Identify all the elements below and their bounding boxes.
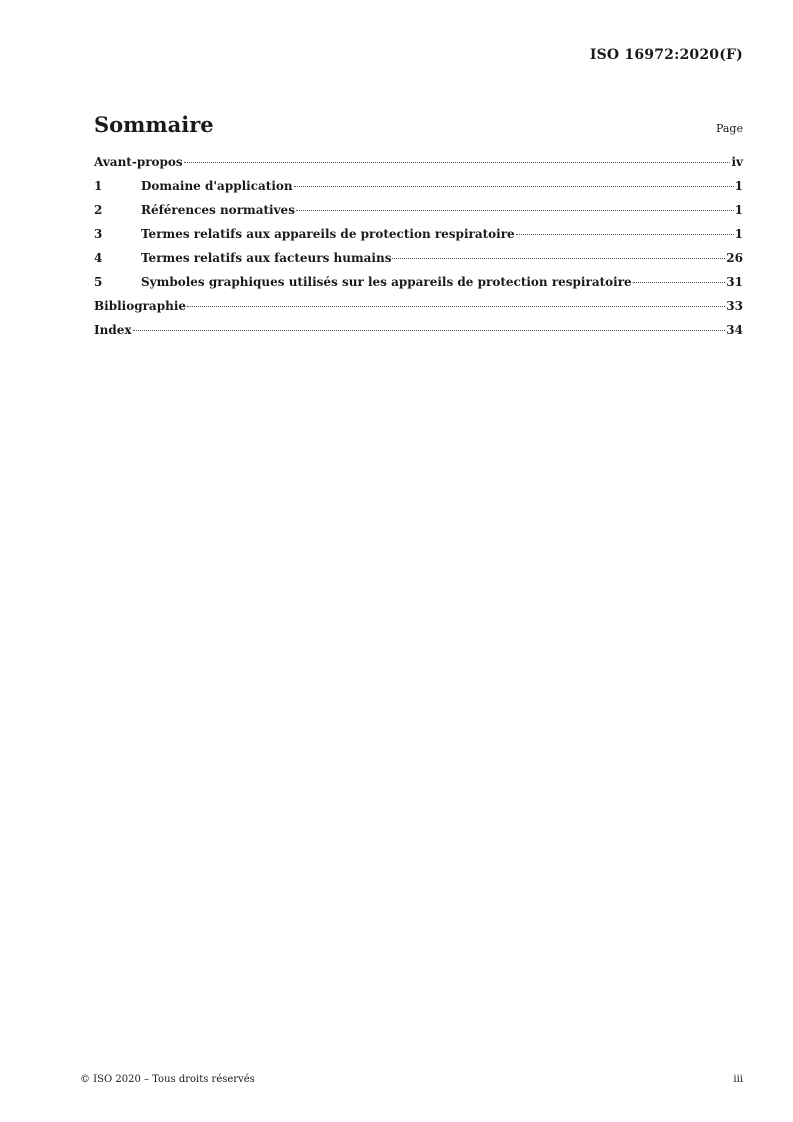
toc-entry-number: 4 [94,251,103,265]
toc-entry-symboles-graphiques[interactable] [94,275,743,299]
toc-entry-title: Index [94,323,132,337]
document-id: ISO 16972:2020(F) [589,47,743,63]
toc-leader [133,330,726,331]
toc-entry-page: 1 [734,179,743,193]
toc-entry-page: 34 [726,323,743,337]
toc-leader [296,210,734,211]
toc-entry-number: 1 [94,179,103,193]
toc-entry-title: Symboles graphiques utilisés sur les appareils de protection respiratoire [141,275,632,289]
table-of-contents [94,155,743,347]
toc-leader [516,234,734,235]
toc-entry-title: Bibliographie [94,299,187,313]
toc-leader [633,282,726,283]
toc-leader [187,306,725,307]
toc-entry-page: 1 [734,203,743,217]
toc-entry-title: Domaine d'application [141,179,293,193]
toc-entry-number: 3 [94,227,103,241]
page-number: iii [733,1074,743,1085]
copyright-notice: © ISO 2020 – Tous droits réservés [80,1074,255,1085]
contents-heading-row [94,112,743,137]
toc-entry-references-normatives[interactable] [94,203,743,227]
toc-entry-termes-appareils[interactable] [94,227,743,251]
toc-leader [392,258,725,259]
toc-entry-number: 5 [94,275,103,289]
toc-entry-page: iv [731,155,743,169]
toc-entry-number: 2 [94,203,103,217]
toc-entry-page: 1 [734,227,743,241]
page-footer [80,1074,743,1085]
toc-entry-page: 31 [726,275,743,289]
toc-entry-page: 33 [726,299,743,313]
toc-entry-index[interactable] [94,323,743,347]
toc-entry-title: Termes relatifs aux appareils de protection respiratoire [141,227,515,241]
toc-entry-bibliographie[interactable] [94,299,743,323]
toc-entry-title: Avant-propos [94,155,183,169]
toc-entry-termes-facteurs-humains[interactable] [94,251,743,275]
toc-leader [184,162,731,163]
page-title: Sommaire [94,112,214,137]
page-column-label: Page [715,122,743,135]
toc-entry-avant-propos[interactable] [94,155,743,179]
toc-entry-page: 26 [726,251,743,265]
toc-leader [294,186,734,187]
toc-entry-title: Références normatives [141,203,295,217]
toc-entry-domaine-application[interactable] [94,179,743,203]
toc-entry-title: Termes relatifs aux facteurs humains [141,251,392,265]
